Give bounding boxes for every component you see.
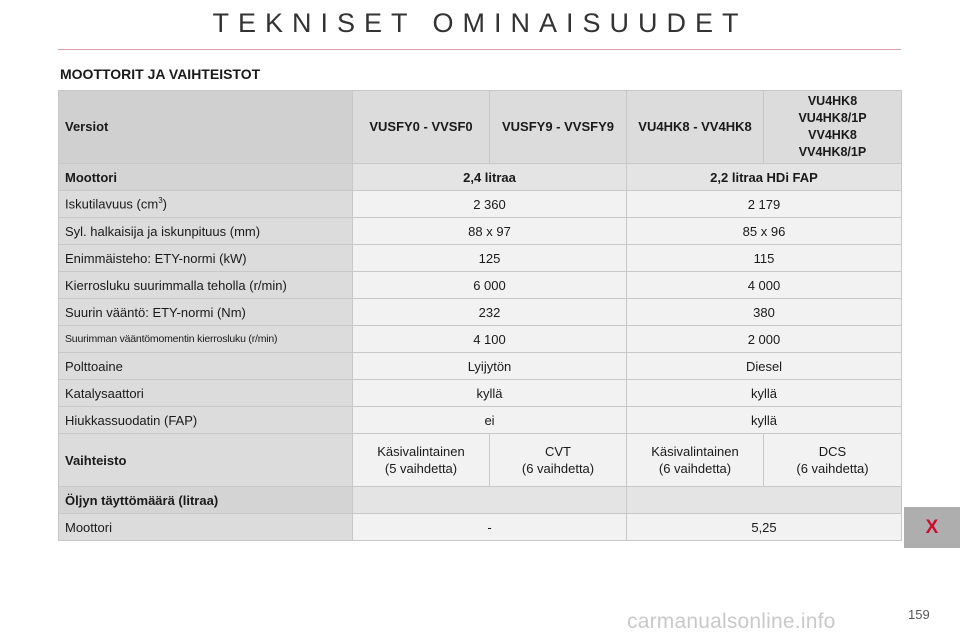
chapter-tab[interactable] xyxy=(904,507,960,548)
row-label: Vaihteisto xyxy=(59,434,353,487)
diesel-value: 4 000 xyxy=(627,272,902,299)
watermark: carmanualsonline.info xyxy=(627,610,836,633)
gearbox-gears: (6 vaihdetta) xyxy=(521,461,595,476)
row-label: Enimmäisteho: ETY-normi (kW) xyxy=(59,245,353,272)
row-label-text: Iskutilavuus (cm xyxy=(65,196,159,212)
table-row xyxy=(59,299,902,326)
version-cell xyxy=(764,91,902,164)
diesel-value: 2 000 xyxy=(627,326,902,353)
version-cell: VUSFY9 - VVSFY9 xyxy=(490,91,627,164)
oil-heading-row xyxy=(59,487,902,514)
title-divider xyxy=(58,49,901,50)
page-title: TEKNISET OMINAISUUDET xyxy=(212,8,748,38)
version-cell: VUSFY0 - VVSF0 xyxy=(353,91,490,164)
gearbox-type: Käsivalintainen xyxy=(377,444,465,459)
gearbox-type: DCS xyxy=(818,444,847,459)
table-row xyxy=(59,218,902,245)
row-label xyxy=(59,191,353,218)
chapter-tab-label: X xyxy=(925,516,939,538)
petrol-value: kyllä xyxy=(353,380,627,407)
version-line: VV4HK8/1P xyxy=(798,145,867,159)
row-label: Syl. halkaisija ja iskunpituus (mm) xyxy=(59,218,353,245)
row-label: Suurimman vääntömomentin kierrosluku (r/min) xyxy=(59,326,353,353)
version-line: VV4HK8 xyxy=(808,128,857,142)
row-label: Moottori xyxy=(59,514,353,541)
row-label: Kierrosluku suurimmalla teholla (r/min) xyxy=(59,272,353,299)
section-heading: MOOTTORIT JA VAIHTEISTOT xyxy=(60,66,261,82)
engine-spec-table xyxy=(58,90,902,541)
row-label: Polttoaine xyxy=(59,353,353,380)
gearbox-type: CVT xyxy=(545,444,571,459)
row-label-superscript: 3 xyxy=(158,196,163,206)
gearbox-gears: (6 vaihdetta) xyxy=(796,461,869,476)
petrol-value: 6 000 xyxy=(353,272,627,299)
gearbox-cell xyxy=(764,434,902,487)
empty-cell xyxy=(627,487,902,514)
diesel-value: 5,25 xyxy=(627,514,902,541)
diesel-value: 380 xyxy=(627,299,902,326)
row-label: Suurin vääntö: ETY-normi (Nm) xyxy=(59,299,353,326)
table-row xyxy=(59,514,902,541)
row-label: Hiukkassuodatin (FAP) xyxy=(59,407,353,434)
version-line: VU4HK8/1P xyxy=(798,111,867,125)
version-line: VU4HK8 xyxy=(807,94,858,108)
table-row xyxy=(59,380,902,407)
petrol-value: ei xyxy=(353,407,627,434)
table-row xyxy=(59,272,902,299)
petrol-value: Lyijytön xyxy=(353,353,627,380)
petrol-value: - xyxy=(353,514,627,541)
row-label: Moottori xyxy=(59,164,353,191)
page-number: 159 xyxy=(908,607,930,622)
table-row xyxy=(59,353,902,380)
gearbox-gears: (5 vaihdetta) xyxy=(384,461,458,476)
gearbox-cell xyxy=(490,434,627,487)
gearbox-cell xyxy=(627,434,764,487)
gearbox-gears: (6 vaihdetta) xyxy=(658,461,732,476)
diesel-value: kyllä xyxy=(627,380,902,407)
petrol-value: 2 360 xyxy=(353,191,627,218)
engine-row xyxy=(59,164,902,191)
table-row xyxy=(59,326,902,353)
oil-heading: Öljyn täyttömäärä (litraa) xyxy=(59,487,353,514)
table-header-row xyxy=(59,91,902,164)
petrol-value: 125 xyxy=(353,245,627,272)
diesel-value: 115 xyxy=(627,245,902,272)
empty-cell xyxy=(353,487,627,514)
gearbox-type: Käsivalintainen xyxy=(651,444,739,459)
gearbox-row xyxy=(59,434,902,487)
petrol-value: 4 100 xyxy=(353,326,627,353)
petrol-engine-cell: 2,4 litraa xyxy=(353,164,627,191)
table-row xyxy=(59,191,902,218)
table-row xyxy=(59,407,902,434)
diesel-value: 85 x 96 xyxy=(627,218,902,245)
diesel-value: Diesel xyxy=(627,353,902,380)
diesel-value: kyllä xyxy=(627,407,902,434)
table-row xyxy=(59,245,902,272)
header-label: Versiot xyxy=(59,91,353,164)
row-label-end: ) xyxy=(162,196,167,212)
row-label: Katalysaattori xyxy=(59,380,353,407)
diesel-engine-cell: 2,2 litraa HDi FAP xyxy=(627,164,902,191)
petrol-value: 232 xyxy=(353,299,627,326)
diesel-value: 2 179 xyxy=(627,191,902,218)
gearbox-cell xyxy=(353,434,490,487)
version-cell: VU4HK8 - VV4HK8 xyxy=(627,91,764,164)
petrol-value: 88 x 97 xyxy=(353,218,627,245)
